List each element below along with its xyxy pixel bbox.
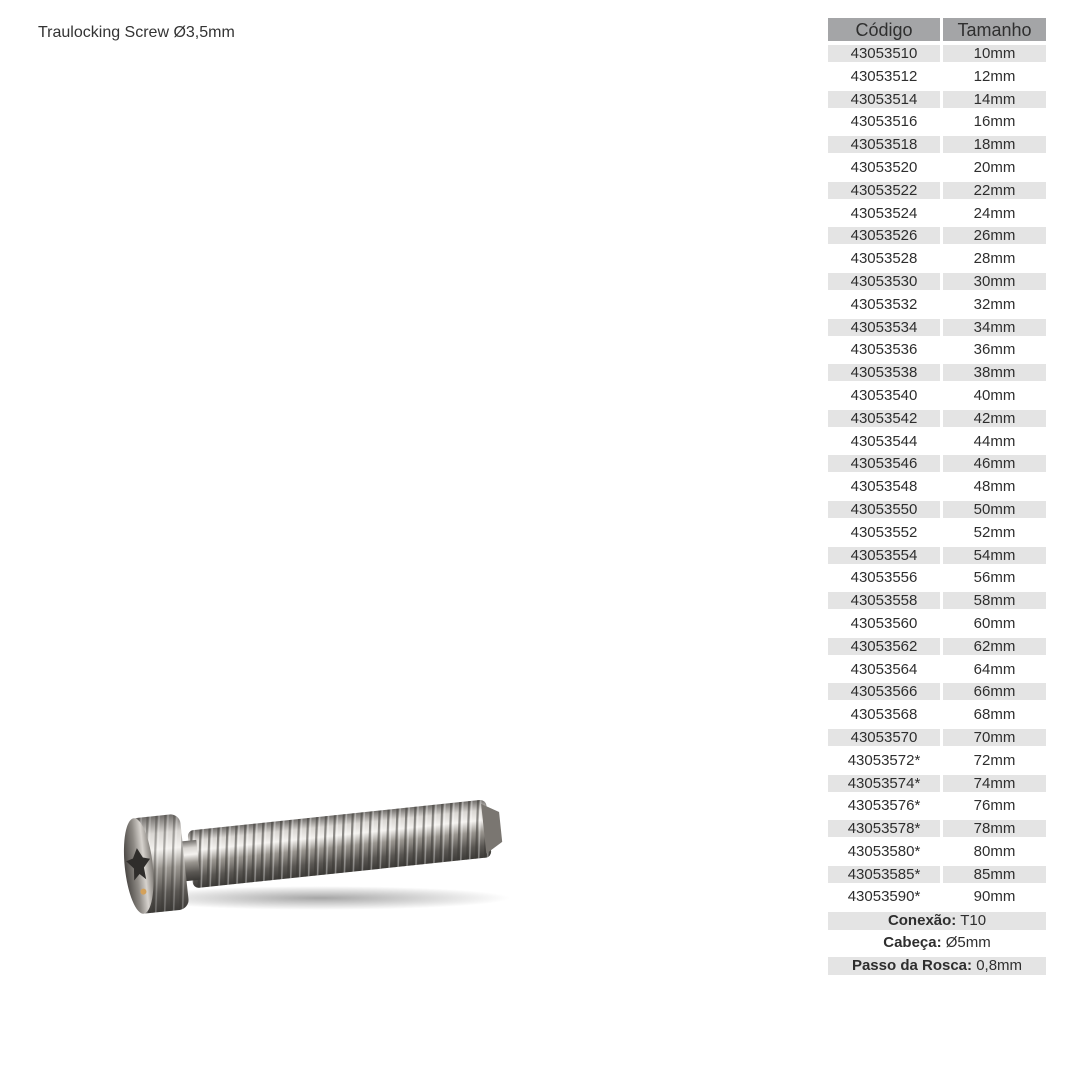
table-row — [828, 545, 1046, 568]
table-row — [828, 157, 1046, 180]
size-cell: 76mm — [973, 797, 1016, 815]
table-row — [828, 248, 1046, 271]
code-cell: 43053562 — [828, 638, 940, 655]
code-cell: 43053572* — [847, 751, 921, 769]
size-cell: 85mm — [943, 866, 1046, 883]
size-cell: 50mm — [943, 501, 1046, 518]
code-cell: 43053548 — [850, 478, 918, 496]
table-row — [828, 339, 1046, 362]
table-row — [828, 773, 1046, 796]
code-cell: 43053534 — [828, 319, 940, 336]
spec-row — [828, 955, 1046, 978]
size-cell: 36mm — [973, 341, 1016, 359]
code-cell: 43053532 — [850, 295, 918, 313]
spec-text — [828, 912, 1046, 930]
table-row — [828, 453, 1046, 476]
code-cell: 43053520 — [850, 158, 918, 176]
page-title: Traulocking Screw Ø3,5mm — [38, 24, 235, 41]
size-cell: 60mm — [973, 614, 1016, 632]
code-cell: 43053522 — [828, 182, 940, 199]
spec-label: Cabeça: — [883, 934, 942, 952]
code-cell: 43053536 — [850, 341, 918, 359]
table-row — [828, 362, 1046, 385]
table-row — [828, 681, 1046, 704]
size-cell: 48mm — [973, 478, 1016, 496]
table-row — [828, 864, 1046, 887]
table-row — [828, 385, 1046, 408]
size-cell: 72mm — [973, 751, 1016, 769]
code-cell: 43053526 — [828, 227, 940, 244]
code-cell: 43053574* — [828, 775, 940, 792]
size-cell: 70mm — [943, 729, 1046, 746]
code-cell: 43053556 — [850, 569, 918, 587]
code-cell: 43053554 — [828, 547, 940, 564]
table-row — [828, 841, 1046, 864]
size-cell: 30mm — [943, 273, 1046, 290]
size-cell: 44mm — [973, 432, 1016, 450]
code-cell: 43053538 — [828, 364, 940, 381]
spec-footer — [828, 909, 1046, 977]
code-cell: 43053558 — [828, 592, 940, 609]
table-row — [828, 111, 1046, 134]
size-cell: 46mm — [943, 455, 1046, 472]
spec-label: Conexão: — [887, 911, 957, 929]
size-cell: 10mm — [943, 45, 1046, 62]
size-cell: 20mm — [973, 158, 1016, 176]
table-row — [828, 499, 1046, 522]
size-cell: 52mm — [973, 523, 1016, 541]
code-cell: 43053512 — [850, 67, 918, 85]
size-cell: 68mm — [973, 706, 1016, 724]
table-row — [828, 225, 1046, 248]
code-cell: 43053546 — [828, 455, 940, 472]
size-cell: 26mm — [943, 227, 1046, 244]
table-row — [828, 704, 1046, 727]
size-cell: 22mm — [943, 182, 1046, 199]
size-cell: 16mm — [973, 113, 1016, 131]
size-cell: 14mm — [943, 91, 1046, 108]
size-cell: 78mm — [943, 820, 1046, 837]
code-cell: 43053566 — [828, 683, 940, 700]
table-row — [828, 180, 1046, 203]
table-header — [828, 18, 1046, 41]
size-cell: 42mm — [943, 410, 1046, 427]
code-cell: 43053564 — [850, 660, 918, 678]
code-cell: 43053528 — [850, 250, 918, 268]
size-cell: 66mm — [943, 683, 1046, 700]
header-size: Tamanho — [943, 18, 1046, 41]
code-cell: 43053590* — [847, 888, 921, 906]
table-row — [828, 613, 1046, 636]
size-cell: 40mm — [973, 386, 1016, 404]
spec-value: T10 — [960, 911, 987, 929]
table-row — [828, 66, 1046, 89]
size-cell: 12mm — [973, 67, 1016, 85]
table-row — [828, 431, 1046, 454]
size-cell: 34mm — [943, 319, 1046, 336]
spec-value: Ø5mm — [945, 934, 991, 952]
code-cell: 43053524 — [850, 204, 918, 222]
product-spec-table — [828, 18, 1046, 978]
table-row — [828, 886, 1046, 909]
table-row — [828, 294, 1046, 317]
size-cell: 32mm — [973, 295, 1016, 313]
table-row — [828, 317, 1046, 340]
table-row — [828, 636, 1046, 659]
table-row — [828, 659, 1046, 682]
size-cell: 74mm — [943, 775, 1046, 792]
table-row — [828, 590, 1046, 613]
size-cell: 38mm — [943, 364, 1046, 381]
table-row — [828, 408, 1046, 431]
code-cell: 43053544 — [850, 432, 918, 450]
code-cell: 43053580* — [847, 842, 921, 860]
code-cell: 43053514 — [828, 91, 940, 108]
size-cell: 54mm — [943, 547, 1046, 564]
code-cell: 43053540 — [850, 386, 918, 404]
code-cell: 43053578* — [828, 820, 940, 837]
table-body — [828, 43, 1046, 909]
size-cell: 62mm — [943, 638, 1046, 655]
screw-image — [110, 770, 510, 930]
size-cell: 24mm — [973, 204, 1016, 222]
size-cell: 58mm — [943, 592, 1046, 609]
spec-text — [828, 934, 1046, 952]
table-row — [828, 89, 1046, 112]
size-cell: 18mm — [943, 136, 1046, 153]
table-row — [828, 134, 1046, 157]
code-cell: 43053568 — [850, 706, 918, 724]
code-cell: 43053518 — [828, 136, 940, 153]
header-code: Código — [828, 18, 940, 41]
code-cell: 43053570 — [828, 729, 940, 746]
size-cell: 80mm — [973, 842, 1016, 860]
size-cell: 64mm — [973, 660, 1016, 678]
code-cell: 43053542 — [828, 410, 940, 427]
code-cell: 43053510 — [828, 45, 940, 62]
code-cell: 43053530 — [828, 273, 940, 290]
spec-row — [828, 909, 1046, 932]
table-row — [828, 203, 1046, 226]
spec-label: Passo da Rosca: — [851, 957, 973, 975]
spec-row — [828, 932, 1046, 955]
size-cell: 28mm — [973, 250, 1016, 268]
table-row — [828, 522, 1046, 545]
code-cell: 43053585* — [828, 866, 940, 883]
size-cell: 56mm — [973, 569, 1016, 587]
code-cell: 43053552 — [850, 523, 918, 541]
table-row — [828, 818, 1046, 841]
code-cell: 43053576* — [847, 797, 921, 815]
code-cell: 43053550 — [828, 501, 940, 518]
table-row — [828, 476, 1046, 499]
table-row — [828, 43, 1046, 66]
spec-text — [828, 957, 1046, 975]
table-row — [828, 271, 1046, 294]
table-row — [828, 750, 1046, 773]
table-row — [828, 795, 1046, 818]
code-cell: 43053560 — [850, 614, 918, 632]
spec-value: 0,8mm — [976, 957, 1023, 975]
code-cell: 43053516 — [850, 113, 918, 131]
table-row — [828, 727, 1046, 750]
table-row — [828, 567, 1046, 590]
size-cell: 90mm — [973, 888, 1016, 906]
